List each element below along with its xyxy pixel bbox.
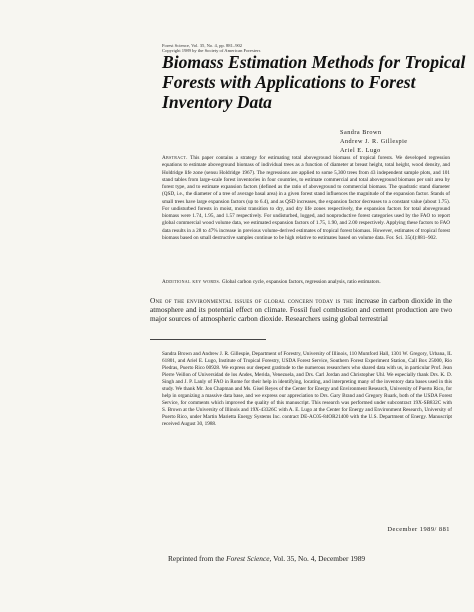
abstract-text: This paper contains a strategy for estimating total aboveground biomass of tropical forests. We developed regression equations to estimate aboveground biomass of individual trees as a function of diameter at breast height, total height, wood density, and Holdridge life zone (sensu Holdridge 1967). The regressions are applied to some 5,300 trees from 43 independent sample plots, and 101 stand tables from large-scale forest inventories in four countries, to estimate commercial and total aboveground biomass per unit area by forest type, and to estimate expansion factors (defined as the ratio of aboveground to commercial biomass. The quadratic stand diameter (QSD, i.e., the diameter of a tree of average basal area) in a given forest stand influences the magnitude of the expansion factor. Stands of small trees have large expansion factors (up to 6.4), and as QSD increases, the expansion factor decreases to a constant value (about 1.75). For undisturbed forests in moist, moist transition to dry, and dry life zones respectively, the expansion factors for total aboveground biomass were 1.74, 1.95, and 1.57 respectively. For undisturbed, logged, and nonproductive forest categories used by the FAO to report global commercial wood volume data, we estimated expansion factors of 1.75, 1.90, and 2.00 respectively. Applying these factors to FAO data results in a 28 to 47% increase in previous volume-derived estimates of tropical forest biomass. However, estimates of tropical forest biomass based on small destructive samples continue to be high relative to estimates based on volume data. For. Sci. 35(4):881–902. <box>162 155 450 241</box>
author-name: Ariel E. Lugo <box>340 147 381 155</box>
masthead-copyright: Copyright 1989 by the Society of American Foresters <box>162 48 261 54</box>
page-footer: December 1989/ 881 <box>387 526 450 533</box>
title-line-1: Biomass Estimation Methods for Tropical <box>162 52 466 72</box>
keywords <box>162 279 450 286</box>
intro-lead: One of the environmental issues of global concern today is the <box>150 296 354 305</box>
footnote-divider <box>150 339 266 340</box>
author-list <box>340 128 408 156</box>
author-name: Andrew J. R. Gillespie <box>340 138 408 146</box>
reprint-notice <box>168 554 365 563</box>
masthead-citation: Forest Science, Vol. 35, No. 4, pp. 881–902 <box>162 43 243 48</box>
intro-text: increase in carbon dioxide in the atmosphere and its potential effect on climate. Fossil fuel combustion and cement production are two major sources of atmospheric carbon dioxide. Researchers using global terrestrial <box>150 296 453 323</box>
author-name: Sandra Brown <box>340 129 382 136</box>
title-line-2: Forests with Applications to Forest <box>162 72 416 92</box>
reprint-suffix: , Vol. 35, No. 4, December 1989 <box>269 554 366 563</box>
abstract-label: Abstract. <box>162 155 188 161</box>
introduction-paragraph <box>150 297 452 324</box>
article-title <box>162 52 466 112</box>
abstract <box>162 155 450 242</box>
reprint-prefix: Reprinted from the <box>168 554 227 563</box>
keywords-text: Global carbon cycle, expansion factors, regression analysis, ratio estimators. <box>221 279 381 285</box>
author-footnote: Sandra Brown and Andrew J. R. Gillespie, Department of Forestry, University of Illinois, 110 Mumford Hall, 1301 W. Gregory, Urbana, IL 61801, and Ariel E. Lugo, Institute of Tropical Forestry, USDA Forest Service, Southern Forest Experiment Station, Call Box 25000, Rio Piedras, Puerto Rico 00928. We express our deepest gratitude to the numerous researchers who shared data with us, in particular Prof. Jean Pierre Veillon of Universidad de los Andes, Merida, Venezuela, and Drs. Carl Jordan and Christopher Uhl. We especially thank Drs. K. D. Singh and J. P. Lanly of FAO in Rome for their help in identifying, locating, and interpreting many of the inventory data bases used in this study. We thank Mr. Jon Chapman and Ms. Gisel Reyes of the Center for Energy and Environment Research, University of Puerto Rico, for help in organizing a massive data base, and we express our appreciation to Drs. Gary Brand and Gregory Ruark, both of the USDA Forest Service, for comments which improved the quality of this manuscript. This research was performed under subcontract 19X-SB832C with S. Brown at the University of Illinois and 19X-43326C with A. E. Lugo at the Center for Energy and Environment Research, University of Puerto Rico, under Martin Marietta Energy Systems Inc. contract DE-AC05-84OR21400 with the U.S. Department of Energy. Manuscript received August 30, 1988. <box>162 351 452 428</box>
reprint-journal: Forest Science <box>226 554 270 563</box>
title-line-3: Inventory Data <box>162 92 272 112</box>
keywords-label: Additional key words. <box>162 279 221 285</box>
